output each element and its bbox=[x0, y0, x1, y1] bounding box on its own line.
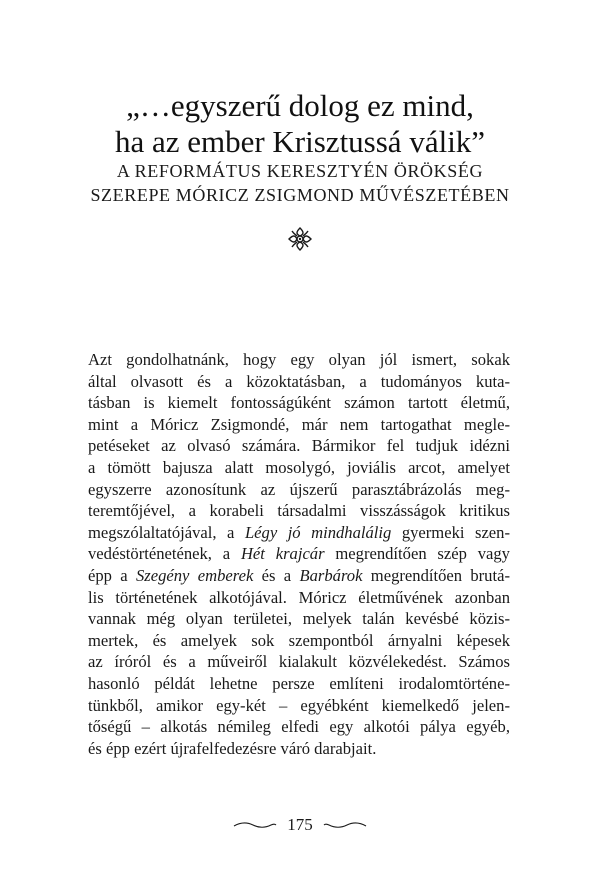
text-line: által olvasott és a közoktatásban, a tudományos kuta- bbox=[88, 371, 510, 391]
chapter-title-line-1: „…egyszerű dolog ez mind, bbox=[126, 88, 474, 123]
text-line: tünkből, amikor egy-két – egyébként kiemelkedő jelen- bbox=[88, 695, 510, 715]
text-run: gyermeki szen- bbox=[391, 522, 510, 542]
book-title-szegeny-emberek: Szegény emberek bbox=[135, 565, 254, 585]
book-title-barbarok: Barbárok bbox=[299, 565, 363, 585]
text-line: és épp ezért újrafelfedezésre váró darabjait. bbox=[88, 738, 377, 758]
text-run: megrendítően szép vagy bbox=[324, 544, 510, 564]
chapter-subtitle bbox=[0, 159, 600, 207]
body-paragraph bbox=[88, 349, 510, 759]
text-line: a tömött bajusza alatt mosolygó, joviális arcot, amelyet bbox=[88, 457, 510, 477]
text-line: tőségű – alkotás némileg elfedi egy alkotói pálya egyéb, bbox=[88, 717, 510, 737]
text-line bbox=[88, 565, 510, 587]
chapter-title bbox=[0, 88, 600, 160]
text-run: megrendítően brutá- bbox=[362, 565, 510, 585]
swash-right-icon bbox=[323, 820, 367, 830]
text-line: egyszerre azonosítunk az újszerű parasztábrázolás meg- bbox=[88, 479, 510, 499]
text-run: vedéstörténetének, a bbox=[88, 544, 241, 564]
book-title-het-krajcar: Hét krajcár bbox=[240, 544, 325, 564]
text-run: épp a bbox=[88, 565, 136, 585]
text-line bbox=[88, 522, 510, 544]
text-line: vannak még olyan területei, melyek talán kevésbé közis- bbox=[88, 609, 510, 629]
text-run: és a bbox=[253, 565, 300, 585]
text-line: Azt gondolhatnánk, hogy egy olyan jól ismert, sokak bbox=[88, 350, 510, 369]
page-number: 175 bbox=[287, 815, 313, 835]
text-line: tásban is kiemelt fontosságúként számon tartott életmű, bbox=[88, 393, 510, 413]
text-run: megszólaltatójával, a bbox=[88, 522, 245, 542]
chapter-subtitle-line-1: A REFORMÁTUS KERESZTYÉN ÖRÖKSÉG bbox=[116, 161, 484, 181]
book-title-legy-jo-mindhalalig: Légy jó mindhalálig bbox=[244, 522, 392, 542]
text-line: az íróról és a műveiről kialakult közvélekedést. Számos bbox=[88, 652, 510, 672]
text-line: petéseket az olvasó számára. Bármikor fel tudjuk idézni bbox=[88, 436, 510, 456]
chapter-subtitle-line-2: SZEREPE MÓRICZ ZSIGMOND MŰVÉSZETÉBEN bbox=[90, 185, 510, 205]
chapter-title-line-2: ha az ember Krisztussá válik” bbox=[114, 124, 486, 159]
text-line: teremtőjével, a korabeli társadalmi visszásságok kritikus bbox=[88, 501, 510, 521]
floral-ornament-icon bbox=[287, 226, 313, 252]
page-footer bbox=[0, 813, 600, 836]
text-line: lis történetének alkotójával. Móricz életművének azonban bbox=[88, 587, 510, 607]
text-line bbox=[88, 543, 510, 565]
text-line: mertek, és amelyek sok szempontból árnyalni képesek bbox=[88, 630, 510, 650]
text-line: mint a Móricz Zsigmondé, már nem tartogathat megle- bbox=[88, 414, 510, 434]
text-line: hasonló példát lehetne persze említeni irodalomtörténe- bbox=[88, 673, 510, 693]
swash-left-icon bbox=[233, 820, 277, 830]
